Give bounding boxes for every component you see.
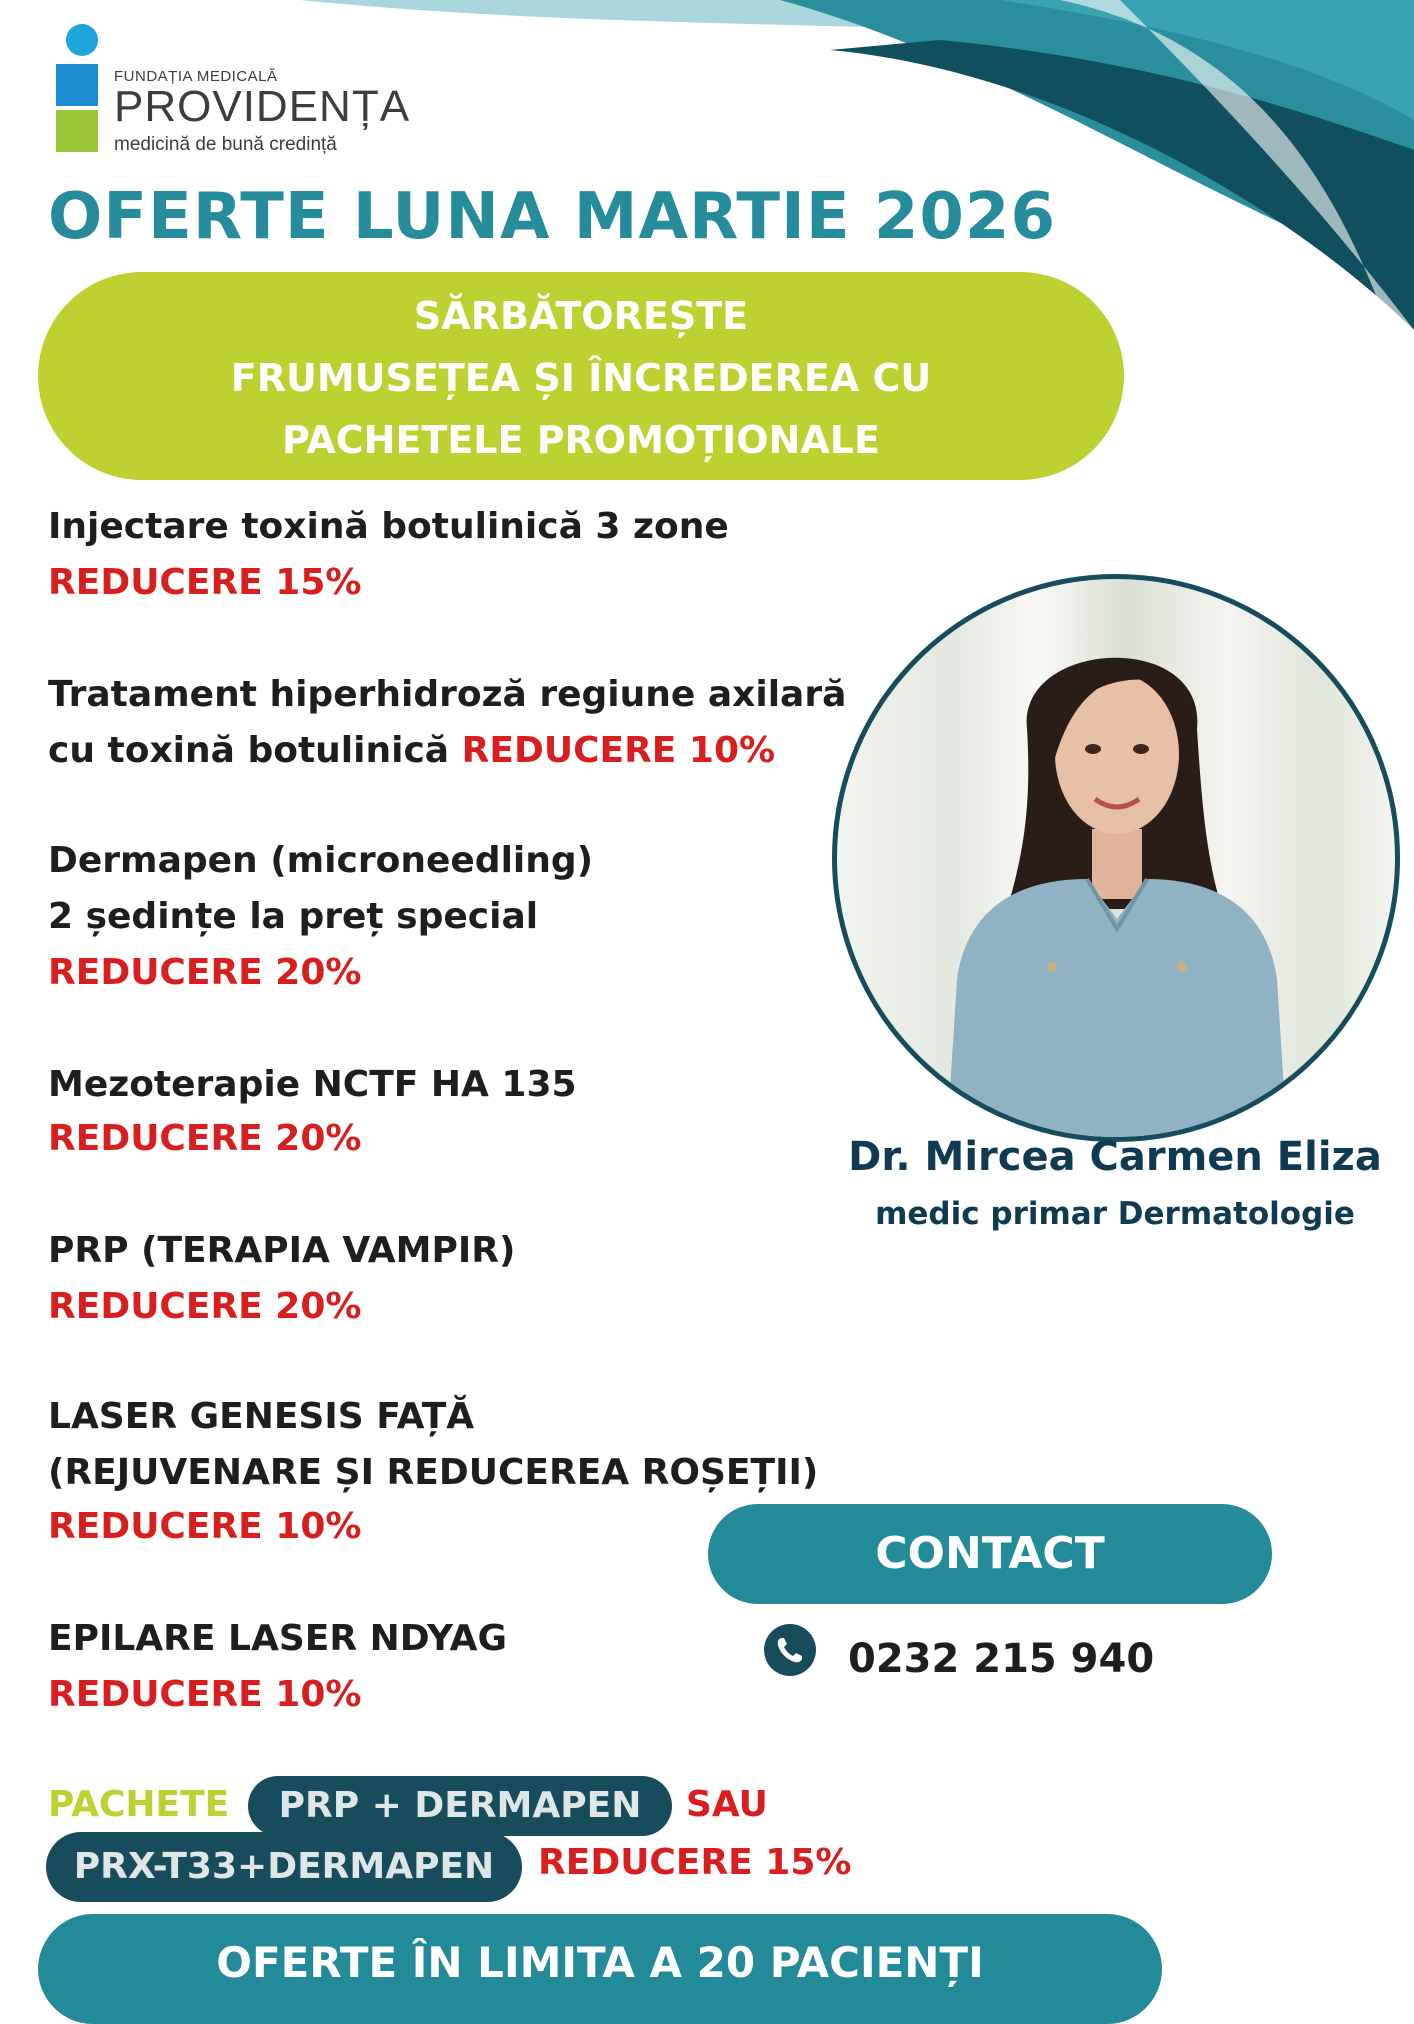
promo-line-1: SĂRBĂTOREȘTE <box>413 294 749 338</box>
footer-text: OFERTE ÎN LIMITA A 20 PACIENȚI <box>216 1938 984 1987</box>
promo-line-2: FRUMUSEȚEA ȘI ÎNCREDEREA CU <box>230 356 932 400</box>
contact-button[interactable]: CONTACT <box>708 1504 1272 1604</box>
phone-icon <box>764 1624 816 1676</box>
offer-hyper-line-2-text: cu toxină botulinică <box>48 730 450 771</box>
logo-cross-top-icon <box>56 64 98 106</box>
promo-banner <box>38 272 1124 480</box>
offer-laser-genesis-line-1: LASER GENESIS FAȚĂ <box>48 1396 475 1437</box>
phone-number[interactable]: 0232 215 940 <box>848 1636 1155 1682</box>
offer-dermapen-discount: REDUCERE 20% <box>48 952 362 993</box>
brand-line-1: FUNDAȚIA MEDICALĂ <box>114 68 278 85</box>
offer-laser-genesis-line-2: (REJUVENARE ȘI REDUCEREA ROȘEȚII) <box>48 1452 819 1493</box>
packages-discount: REDUCERE 15% <box>538 1842 852 1883</box>
offer-hyper-line-1: Tratament hiperhidroză regiune axilară <box>48 674 847 715</box>
logo-dot-icon <box>66 24 98 56</box>
doctor-title: medic primar Dermatologie <box>875 1196 1355 1232</box>
offer-botox-discount: REDUCERE 15% <box>48 562 362 603</box>
doctor-name: Dr. Mircea Carmen Eliza <box>848 1134 1382 1180</box>
brand-logo <box>56 24 411 155</box>
doctor-portrait-illustration <box>837 579 1395 1137</box>
offer-laser-genesis-discount: REDUCERE 10% <box>48 1506 362 1547</box>
offer-epilare-discount: REDUCERE 10% <box>48 1674 362 1715</box>
offer-botox-name: Injectare toxină botulinică 3 zone <box>48 506 729 547</box>
packages-label: PACHETE <box>48 1784 230 1825</box>
page-title: OFERTE LUNA MARTIE 2026 <box>48 180 1056 254</box>
offer-prp-name: PRP (TERAPIA VAMPIR) <box>48 1230 516 1271</box>
brand-tagline: medicină de bună credință <box>114 134 337 155</box>
package-prp-dermapen: PRP + DERMAPEN <box>248 1776 672 1836</box>
packages-or: SAU <box>686 1784 768 1825</box>
logo-cross-bottom-icon <box>56 110 98 152</box>
offer-hyper-line-2 <box>48 730 775 771</box>
doctor-photo <box>832 574 1400 1142</box>
footer-banner <box>38 1914 1162 2024</box>
promo-line-3: PACHETELE PROMOȚIONALE <box>282 418 880 462</box>
offer-epilare-name: EPILARE LASER NDYAG <box>48 1618 508 1659</box>
offer-dermapen-line-1: Dermapen (microneedling) <box>48 840 594 881</box>
offer-meso-name: Mezoterapie NCTF HA 135 <box>48 1064 577 1105</box>
package-prx-dermapen: PRX-T33+DERMAPEN <box>46 1832 522 1902</box>
offer-prp-discount: REDUCERE 20% <box>48 1286 362 1327</box>
brand-name: PROVIDENȚA <box>114 82 411 131</box>
offer-dermapen-line-2: 2 ședințe la preț special <box>48 896 539 937</box>
offer-hyper-discount: REDUCERE 10% <box>461 730 776 771</box>
offer-meso-discount: REDUCERE 20% <box>48 1118 362 1159</box>
